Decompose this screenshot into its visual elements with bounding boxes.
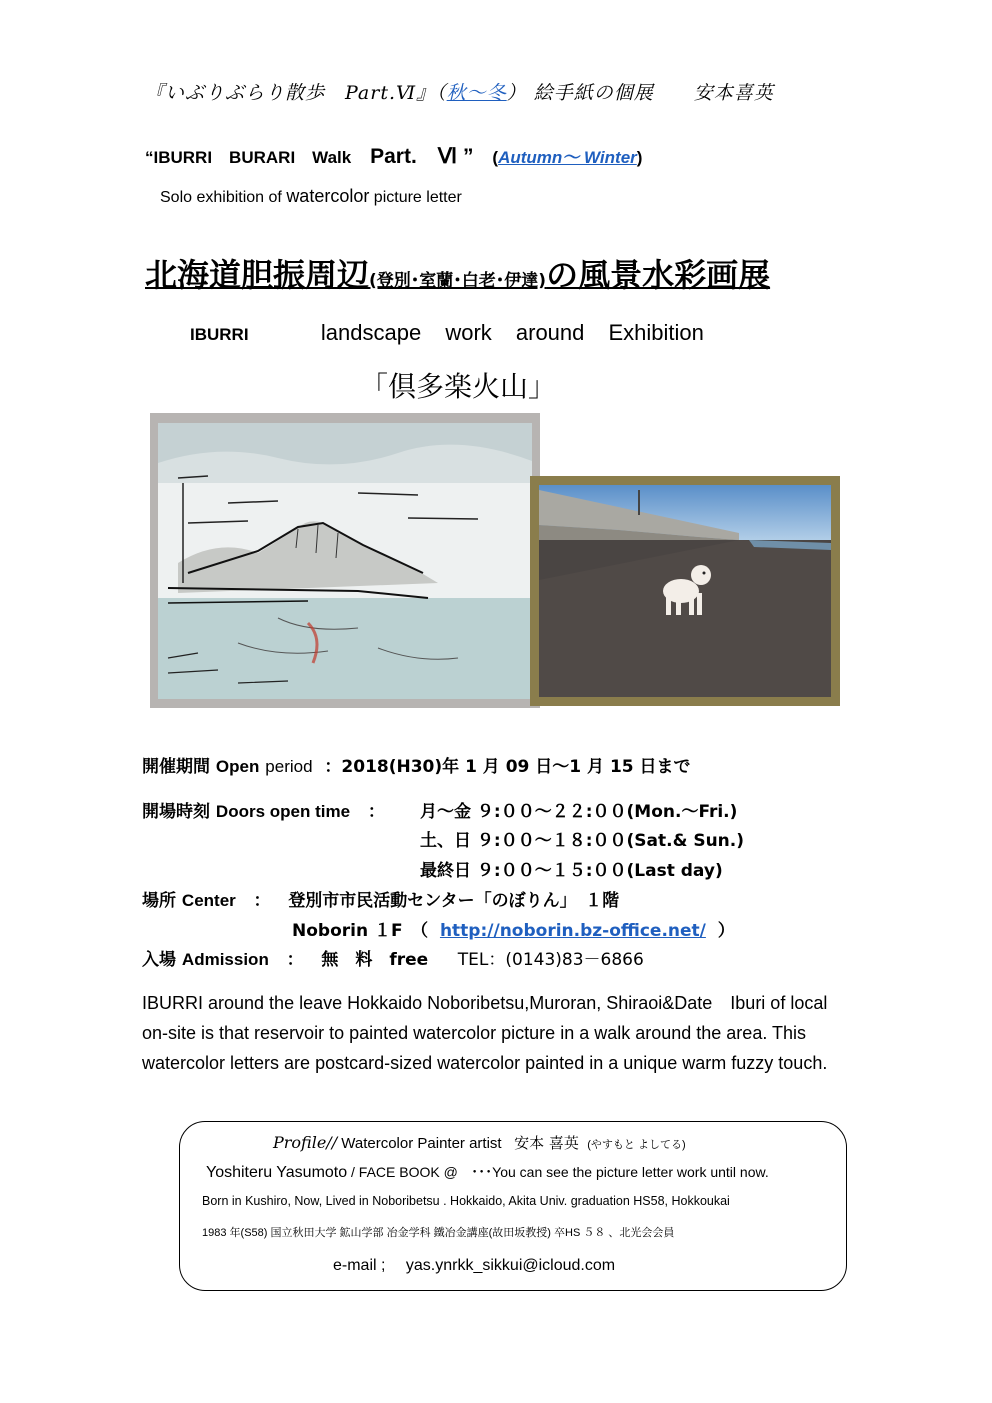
- header-en-title: “IBURRI BURARI Walk Part. Ⅵ ” (Autumn～ Winter): [145, 145, 643, 168]
- season-link-en[interactable]: Autumn～ Winter: [498, 148, 637, 167]
- watercolor-painting-frame: [150, 413, 540, 708]
- kuttara-kanji-title: 「倶多楽火山」: [360, 370, 557, 403]
- profile-career: 1983 年(S58) 国立秋田大学 鉱山学部 冶金学科 鐵冶金講座(故田坂教授) 卒HS ５８ 、北光会会員: [202, 1227, 675, 1239]
- profile-header: Profile// Watercolor Painter artist 安本 喜英 (やすもと よしてる): [273, 1133, 686, 1152]
- profile-name-line: Yoshiteru Yasumoto / FACE BOOK @ ･･･You can see the picture letter work until now.: [206, 1164, 769, 1181]
- profile-box: [179, 1121, 847, 1291]
- doors-last-day: 最終日 ９:００～１５:００(Last day): [420, 861, 723, 881]
- admission-line: 入場 Admission ： 無 料 free TEL：(0143)83－6866: [142, 950, 644, 970]
- beach-dog-photo: [539, 485, 831, 697]
- center-line: 場所 Center ： 登別市市民活動センター「のぼりん」 １階: [142, 891, 620, 911]
- solo-exhibition-line: Solo exhibition of watercolor picture letter: [160, 186, 462, 206]
- profile-born: Born in Kushiro, Now, Lived in Noboribetsu . Hokkaido, Akita Univ. graduation HS58, Hokkoukai: [202, 1194, 730, 1208]
- main-title: 北海道胆振周辺(登別･室蘭･白老･伊達)の風景水彩画展: [145, 256, 771, 294]
- doors-open-line: 開場時刻 Doors open time ：: [142, 802, 385, 822]
- description-paragraph: IBURRI around the leave Hokkaido Noboribetsu,Muroran, Shiraoi&Date Iburi of local on-site is that reservoir to painted watercolor picture in a walk around the area. This watercolor letters are postcard-sized watercolor painted in a unique warm fuzzy touch.: [142, 993, 828, 1073]
- subtitle-en: IBURRI landscape work around Exhibition: [190, 320, 704, 345]
- header-jp-title: 『いぶりぶらり散歩 Part.Ⅵ』（秋～冬） 絵手紙の個展 安本喜英: [145, 82, 774, 104]
- beach-dog-photo-frame: [530, 476, 840, 706]
- open-period-line: 開催期間 Open period ：2018(H30)年 1 月 09 日～1 月 15 日まで: [142, 757, 691, 777]
- doors-weekday: 月～金 ９:００～２２:００(Mon.～Fri.): [420, 802, 738, 822]
- profile-email[interactable]: e-mail ; yas.ynrkk_sikkui@icloud.com: [333, 1257, 616, 1274]
- season-link-jp[interactable]: 秋～冬: [446, 82, 507, 104]
- noborin-url-link[interactable]: http://noborin.bz-office.net/: [439, 921, 706, 941]
- watercolor-painting: [158, 423, 532, 699]
- center-floor-line: Noborin １F （ http://noborin.bz-office.net/ ）: [292, 921, 735, 941]
- doors-weekend: 土、日 ９:００～１８:００(Sat.& Sun.): [420, 831, 745, 851]
